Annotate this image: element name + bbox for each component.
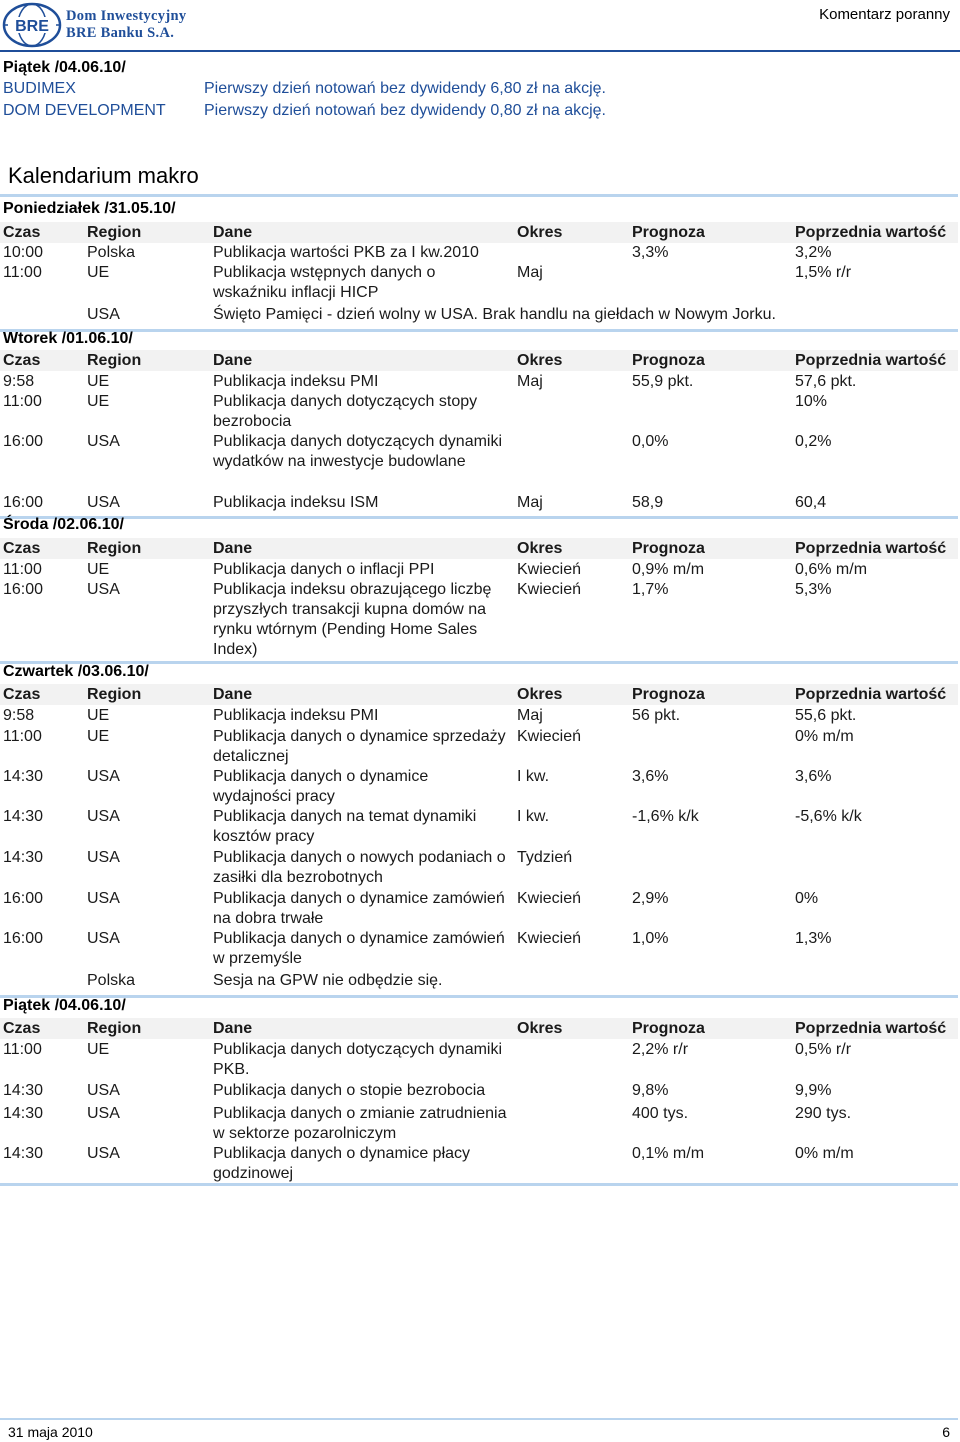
col-header-previous: Poprzednia wartość: [795, 352, 947, 369]
cell-previous: 10%: [795, 393, 828, 410]
day-label: Poniedziałek /31.05.10/: [3, 200, 176, 217]
cell-forecast: 2,2% r/r: [632, 1041, 689, 1058]
title-divider: [0, 194, 958, 197]
cell-period: Kwiecień: [517, 561, 582, 578]
cell-previous: 9,9%: [795, 1082, 832, 1099]
cell-region: UE: [87, 373, 110, 390]
dividend-event: Pierwszy dzień notowań bez dywidendy 6,80 zł na akcję.: [204, 80, 606, 97]
day-label: Piątek /04.06.10/: [3, 997, 126, 1014]
cell-data: Publikacja danych dotyczących dynamiki wydatków na inwestycje budowlane: [213, 433, 503, 470]
dividend-row: [0, 100, 960, 122]
col-header-data: Dane: [213, 686, 253, 703]
cell-data: Publikacja danych dotyczących dynamiki PKB.: [213, 1041, 503, 1078]
col-header-forecast: Prognoza: [632, 540, 705, 557]
cell-region: UE: [87, 1041, 110, 1058]
col-header-previous: Poprzednia wartość: [795, 540, 947, 557]
cell-time: 11:00: [3, 561, 42, 578]
cell-region: USA: [87, 849, 120, 866]
cell-data: Publikacja wstępnych danych o wskaźniku inflacji HICP: [213, 264, 436, 301]
cell-time: 11:00: [3, 728, 42, 745]
table-header: [0, 350, 958, 371]
dividend-row: [0, 78, 960, 100]
brand-line1: Dom Inwestycyjny: [66, 8, 187, 24]
cell-forecast: 0,0%: [632, 433, 669, 450]
cell-data: Publikacja danych na temat dynamiki kosztów pracy: [213, 808, 477, 845]
col-header-time: Czas: [3, 352, 41, 369]
cell-previous: 0,5% r/r: [795, 1041, 852, 1058]
cell-forecast: 56 pkt.: [632, 707, 681, 724]
cell-forecast: 2,9%: [632, 890, 669, 907]
col-header-region: Region: [87, 224, 142, 241]
cell-region: USA: [87, 890, 120, 907]
cell-region: USA: [87, 808, 120, 825]
col-header-time: Czas: [3, 686, 41, 703]
header-divider: [0, 50, 960, 52]
page-number: 6: [942, 1424, 950, 1440]
day-label: Czwartek /03.06.10/: [3, 663, 149, 680]
cell-previous: 0%: [795, 890, 819, 907]
table-header: [0, 684, 958, 705]
cell-period: Kwiecień: [517, 581, 582, 598]
cell-time: 11:00: [3, 264, 42, 281]
col-header-previous: Poprzednia wartość: [795, 1020, 947, 1037]
cell-data: Publikacja indeksu ISM: [213, 494, 379, 511]
cell-time: 16:00: [3, 433, 44, 450]
cell-period: I kw.: [517, 808, 550, 825]
cell-time: 16:00: [3, 494, 44, 511]
page-header: [0, 0, 960, 52]
cell-period: Maj: [517, 264, 543, 281]
cell-time: 9:58: [3, 373, 35, 390]
cell-previous: 1,3%: [795, 930, 832, 947]
cell-forecast: 400 tys.: [632, 1105, 689, 1122]
cell-data: Publikacja danych o dynamice wydajności pracy: [213, 768, 429, 805]
dividend-event: Pierwszy dzień notowań bez dywidendy 0,80 zł na akcję.: [204, 102, 606, 119]
bre-logo-icon: [2, 2, 62, 48]
day-divider: [0, 1183, 958, 1186]
cell-region: UE: [87, 728, 110, 745]
svg-text:BRE: BRE: [15, 18, 49, 35]
cell-data: Publikacja danych o inflacji PPI: [213, 561, 435, 578]
cell-previous: 290 tys.: [795, 1105, 852, 1122]
day-divider: [0, 995, 958, 998]
cell-data: Publikacja indeksu obrazującego liczbę przyszłych transakcji kupna domów na rynku wtórnym (Pending Home Sales Index): [213, 581, 492, 658]
cell-data: Publikacja indeksu PMI: [213, 373, 379, 390]
cell-time: 16:00: [3, 930, 44, 947]
cell-data: Publikacja danych o dynamice płacy godzinowej: [213, 1145, 471, 1182]
col-header-period: Okres: [517, 352, 563, 369]
cell-forecast: 58,9: [632, 494, 664, 511]
col-header-forecast: Prognoza: [632, 686, 705, 703]
cell-data: Publikacja danych o dynamice zamówień na dobra trwałe: [213, 890, 505, 927]
cell-period: Kwiecień: [517, 890, 582, 907]
col-header-data: Dane: [213, 224, 253, 241]
cell-region: Polska: [87, 244, 136, 261]
footer-divider: [0, 1418, 958, 1420]
cell-region: Polska: [87, 972, 136, 989]
dividend-company: DOM DEVELOPMENT: [3, 102, 166, 119]
cell-forecast: -1,6% k/k: [632, 808, 699, 825]
cell-time: 14:30: [3, 1082, 44, 1099]
cell-period: Kwiecień: [517, 728, 582, 745]
cell-time: 10:00: [3, 244, 44, 261]
col-header-region: Region: [87, 686, 142, 703]
cell-data: Publikacja danych dotyczących stopy bezrobocia: [213, 393, 478, 430]
cell-period: I kw.: [517, 768, 550, 785]
col-header-time: Czas: [3, 224, 41, 241]
col-header-data: Dane: [213, 1020, 253, 1037]
dividend-day: Piątek /04.06.10/: [3, 59, 126, 76]
cell-previous: 3,6%: [795, 768, 832, 785]
cell-time: 14:30: [3, 808, 44, 825]
col-header-time: Czas: [3, 540, 41, 557]
cell-period: Tydzień: [517, 849, 573, 866]
col-header-forecast: Prognoza: [632, 1020, 705, 1037]
cell-region: UE: [87, 264, 110, 281]
table-header: [0, 1018, 958, 1039]
day-label: Wtorek /01.06.10/: [3, 330, 133, 347]
table-header: [0, 538, 958, 559]
cell-forecast: 3,6%: [632, 768, 669, 785]
cell-period: Maj: [517, 707, 543, 724]
col-header-region: Region: [87, 352, 142, 369]
report-title: Komentarz poranny: [819, 6, 950, 23]
cell-forecast: 3,3%: [632, 244, 669, 261]
col-header-forecast: Prognoza: [632, 352, 705, 369]
table-header: [0, 222, 958, 243]
cell-period: Maj: [517, 494, 543, 511]
cell-previous: 5,3%: [795, 581, 832, 598]
cell-region: USA: [87, 433, 120, 450]
cell-previous: 0% m/m: [795, 1145, 854, 1162]
cell-forecast: 0,9% m/m: [632, 561, 705, 578]
col-header-previous: Poprzednia wartość: [795, 686, 947, 703]
cell-forecast: 55,9 pkt.: [632, 373, 694, 390]
cell-region: UE: [87, 707, 110, 724]
cell-time: 14:30: [3, 1145, 44, 1162]
day-divider: [0, 329, 958, 332]
cell-previous: 0,2%: [795, 433, 832, 450]
col-header-data: Dane: [213, 540, 253, 557]
col-header-region: Region: [87, 540, 142, 557]
cell-time: 14:30: [3, 1105, 44, 1122]
cell-region: USA: [87, 1082, 120, 1099]
day-label: Środa /02.06.10/: [3, 516, 124, 533]
col-header-forecast: Prognoza: [632, 224, 705, 241]
cell-time: 11:00: [3, 393, 42, 410]
calendar-title: Kalendarium makro: [8, 163, 199, 188]
col-header-period: Okres: [517, 686, 563, 703]
cell-time: 14:30: [3, 768, 44, 785]
cell-forecast: 1,7%: [632, 581, 669, 598]
cell-previous: 1,5% r/r: [795, 264, 852, 281]
cell-data: Publikacja danych o stopie bezrobocia: [213, 1082, 486, 1099]
cell-region: USA: [87, 1105, 120, 1122]
cell-forecast: 0,1% m/m: [632, 1145, 705, 1162]
cell-time: 9:58: [3, 707, 35, 724]
cell-previous: 0% m/m: [795, 728, 854, 745]
cell-data: Publikacja danych o dynamice sprzedaży detalicznej: [213, 728, 506, 765]
cell-time: 11:00: [3, 1041, 42, 1058]
cell-region: USA: [87, 768, 120, 785]
cell-previous: 0,6% m/m: [795, 561, 868, 578]
cell-region: USA: [87, 306, 120, 323]
cell-time: 16:00: [3, 890, 44, 907]
col-header-period: Okres: [517, 224, 563, 241]
cell-region: UE: [87, 393, 110, 410]
brand-name: [66, 8, 186, 42]
cell-region: USA: [87, 1145, 120, 1162]
cell-region: USA: [87, 581, 120, 598]
cell-data: Publikacja indeksu PMI: [213, 707, 379, 724]
col-header-period: Okres: [517, 540, 563, 557]
cell-previous: 3,2%: [795, 244, 832, 261]
col-header-previous: Poprzednia wartość: [795, 224, 947, 241]
dividend-section: [0, 58, 960, 122]
cell-previous: -5,6% k/k: [795, 808, 862, 825]
cell-data: Publikacja danych o zmianie zatrudnienia w sektorze pozarolniczym: [213, 1105, 507, 1142]
cell-forecast: 9,8%: [632, 1082, 669, 1099]
cell-region: USA: [87, 494, 120, 511]
cell-period: Maj: [517, 373, 543, 390]
cell-previous: 57,6 pkt.: [795, 373, 857, 390]
cell-data: Publikacja danych o dynamice zamówień w przemyśle: [213, 930, 505, 967]
cell-forecast: 1,0%: [632, 930, 669, 947]
cell-region: USA: [87, 930, 120, 947]
cell-data: Sesja na GPW nie odbędzie się.: [213, 972, 443, 989]
cell-data: Święto Pamięci - dzień wolny w USA. Brak handlu na giełdach w Nowym Jorku.: [213, 306, 776, 323]
col-header-data: Dane: [213, 352, 253, 369]
footer-date: 31 maja 2010: [8, 1424, 93, 1440]
brand-line2: BRE Banku S.A.: [66, 25, 175, 41]
col-header-period: Okres: [517, 1020, 563, 1037]
day-divider: [0, 516, 958, 519]
cell-data: Publikacja danych o nowych podaniach o zasiłki dla bezrobotnych: [213, 849, 506, 886]
cell-time: 14:30: [3, 849, 44, 866]
cell-period: Kwiecień: [517, 930, 582, 947]
cell-previous: 60,4: [795, 494, 827, 511]
dividend-company: BUDIMEX: [3, 80, 76, 97]
cell-time: 16:00: [3, 581, 44, 598]
col-header-region: Region: [87, 1020, 142, 1037]
cell-region: UE: [87, 561, 110, 578]
cell-data: Publikacja wartości PKB za I kw.2010: [213, 244, 479, 261]
cell-previous: 55,6 pkt.: [795, 707, 857, 724]
col-header-time: Czas: [3, 1020, 41, 1037]
